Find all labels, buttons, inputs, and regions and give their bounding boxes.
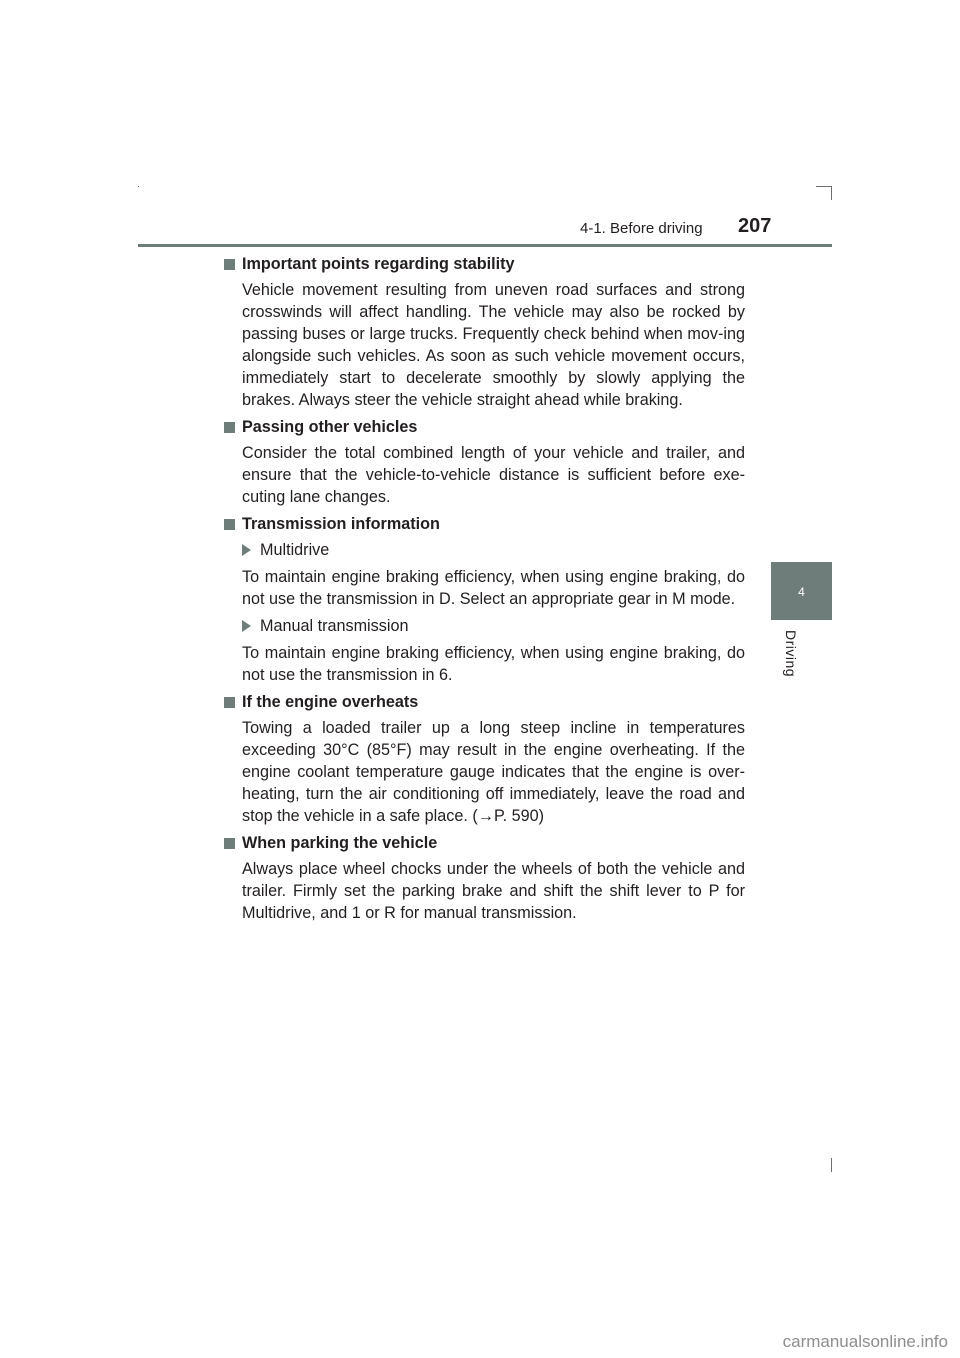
section-paragraph: Towing a loaded trailer up a long steep incline in temperatures exceeding 30°C (85°F) may result in the engine overheating. If the engine coolant temperature gauge indicates that the engine is over-heating, turn the air conditioning off immediately, leave the road and stop the vehicle in a safe place. (→P. 590) [242, 719, 745, 825]
chapter-tab-number: 4 [798, 585, 805, 599]
section-heading [224, 691, 745, 713]
section-heading-text: Transmission information [242, 515, 440, 533]
section-heading-text: Passing other vehicles [242, 418, 418, 436]
section-heading [224, 253, 745, 275]
square-bullet-icon [224, 259, 235, 270]
crop-mark-top-left [138, 186, 139, 187]
section-passing [224, 416, 745, 508]
crop-mark-top-right-h [816, 186, 832, 187]
section-overheat [224, 691, 745, 827]
section-paragraph: Vehicle movement resulting from uneven road surfaces and strong crosswinds will affect handling. The vehicle may also be rocked by passing buses or large trucks. Frequently check behind when mov-ing alongside such vehicles. As soon as such vehicle movement occurs, immediately start to decelerate smoothly by slowly applying the brakes. Always steer the vehicle straight ahead while braking. [242, 281, 745, 409]
chapter-tab-label: Driving [783, 630, 799, 678]
section-heading [224, 513, 745, 535]
section-paragraph: Always place wheel chocks under the wheels of both the vehicle and trailer. Firmly set the parking brake and shift the shift lever to P for Multidrive, and 1 or R for manual transmission. [242, 860, 745, 922]
square-bullet-icon [224, 838, 235, 849]
section-paragraph: Consider the total combined length of your vehicle and trailer, and ensure that the vehicle-to-vehicle distance is sufficient before exe-cuting lane changes. [242, 444, 745, 506]
crop-mark-top-right-v [831, 186, 832, 200]
page-body [224, 253, 745, 929]
section-heading-text: If the engine overheats [242, 693, 419, 711]
section-transmission [224, 513, 745, 686]
section-heading [224, 416, 745, 438]
watermark: carmanualsonline.info [782, 1332, 948, 1351]
header-rule [138, 244, 832, 247]
triangle-bullet-icon [242, 544, 251, 556]
section-parking [224, 832, 745, 924]
section-paragraph: To maintain engine braking efficiency, when using engine braking, do not use the transmission in 6. [242, 644, 745, 684]
square-bullet-icon [224, 519, 235, 530]
section-heading-text: Important points regarding stability [242, 255, 515, 273]
sub-item-manual [242, 615, 745, 637]
section-stability [224, 253, 745, 411]
section-heading-text: When parking the vehicle [242, 834, 438, 852]
crop-mark-bottom-right [831, 1158, 832, 1172]
section-heading [224, 832, 745, 854]
page-number: 207 [738, 215, 772, 237]
section-paragraph: To maintain engine braking efficiency, when using engine braking, do not use the transmission in D. Select an appropriate gear in M mode. [242, 568, 745, 608]
running-header-section: 4-1. Before driving [580, 220, 703, 237]
sub-item-multidrive [242, 539, 745, 561]
sub-item-label: Manual transmission [260, 617, 409, 635]
triangle-bullet-icon [242, 620, 251, 632]
sub-item-label: Multidrive [260, 541, 330, 559]
square-bullet-icon [224, 697, 235, 708]
square-bullet-icon [224, 422, 235, 433]
chapter-tab [771, 562, 832, 620]
